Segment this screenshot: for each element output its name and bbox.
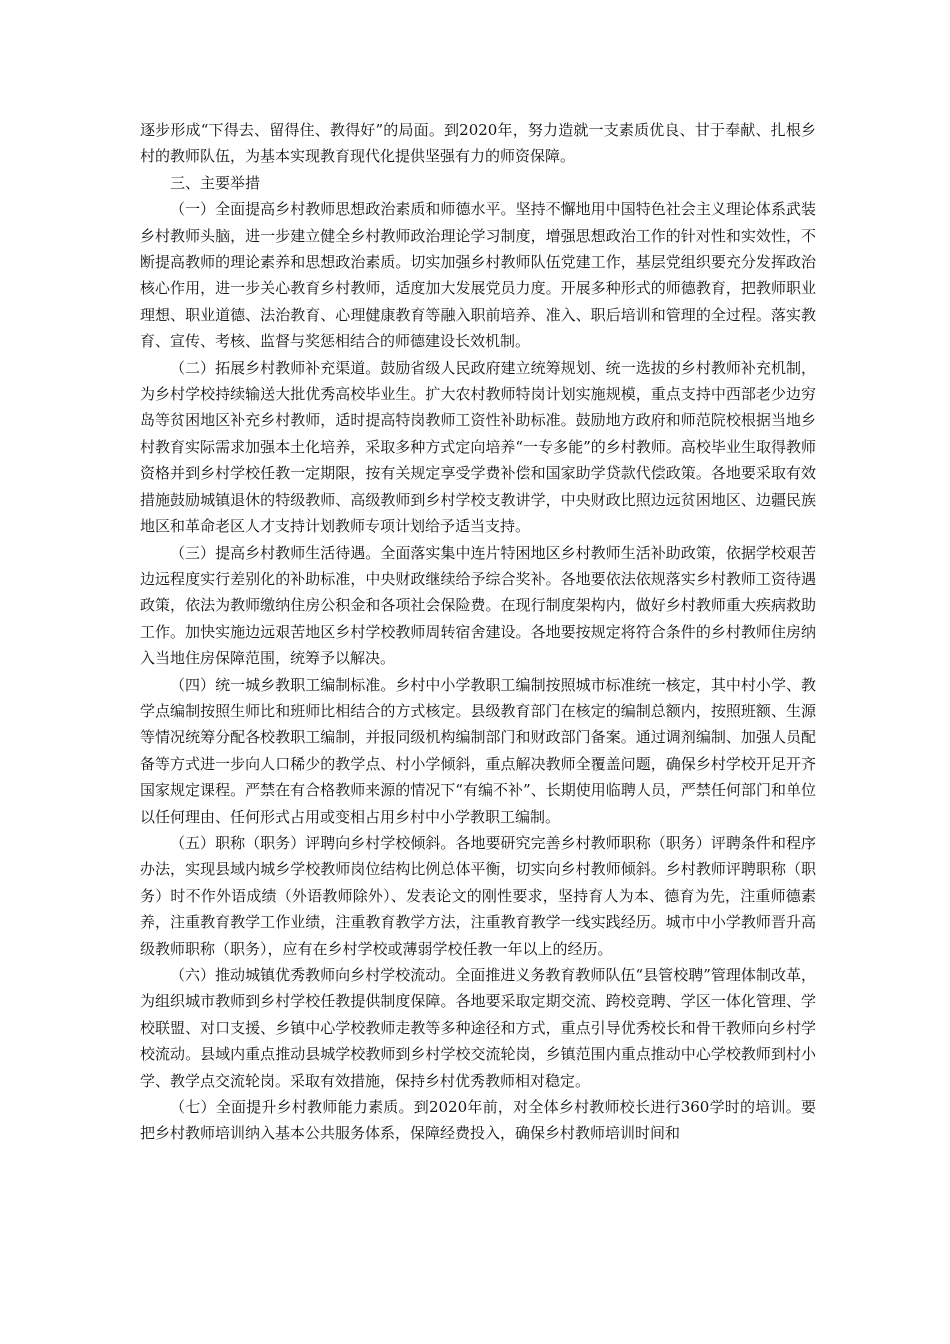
paragraph-1: （一）全面提高乡村教师思想政治素质和师德水平。坚持不懈地用中国特色社会主义理论体系武装乡村教师头脑，进一步建立健全乡村教师政治理论学习制度，增强思想政治工作的针对性和实效性，不断提高教师的理论素养和思想政治素质。切实加强乡村教师队伍党建工作，基层党组织要充分发挥政治核心作用，进一步关心教育乡村教师，适度加大发展党员力度。开展多种形式的师德教育，把教师职业理想、职业道德、法治教育、心理健康教育等融入职前培养、准入、职后培训和管理的全过程。落实教育、宣传、考核、监督与奖惩相结合的师德建设长效机制。 [140,200,816,351]
paragraph-3: （三）提高乡村教师生活待遇。全面落实集中连片特困地区乡村教师生活补助政策，依据学校艰苦边远程度实行差别化的补助标准，中央财政继续给予综合奖补。各地要依法依规落实乡村教师工资待遇政策，依法为教师缴纳住房公积金和各项社会保险费。在现行制度架构内，做好乡村教师重大疾病救助工作。加快实施边远艰苦地区乡村学校教师周转宿舍建设。各地要按规定将符合条件的乡村教师住房纳入当地住房保障范围，统筹予以解决。 [140,543,816,668]
document-page [140,117,816,1147]
paragraph-4: （四）统一城乡教职工编制标准。乡村中小学教职工编制按照城市标准统一核定，其中村小学、教学点编制按照生师比和班师比相结合的方式核定。县级教育部门在核定的编制总额内，按照班额、生源等情况统筹分配各校教职工编制，并报同级机构编制部门和财政部门备案。通过调剂编制、加强人员配备等方式进一步向人口稀少的教学点、村小学倾斜，重点解决教师全覆盖问题，确保乡村学校开足开齐国家规定课程。严禁在有合格教师来源的情况下“有编不补”、长期使用临聘人员，严禁任何部门和单位以任何理由、任何形式占用或变相占用乡村中小学教职工编制。 [140,675,816,826]
opening-paragraph: 逐步形成“下得去、留得住、教得好”的局面。到2020年，努力造就一支素质优良、甘于奉献、扎根乡村的教师队伍，为基本实现教育现代化提供坚强有力的师资保障。 [140,121,816,166]
section-heading: 三、主要举措 [170,173,261,192]
paragraph-5: （五）职称（职务）评聘向乡村学校倾斜。各地要研究完善乡村教师职称（职务）评聘条件和程序办法，实现县域内城乡学校教师岗位结构比例总体平衡，切实向乡村教师倾斜。乡村教师评聘职称（职务）时不作外语成绩（外语教师除外）、发表论文的刚性要求，坚持育人为本、德育为先，注重师德素养，注重教育教学工作业绩，注重教育教学方法，注重教育教学一线实践经历。城市中小学教师晋升高级教师职称（职务），应有在乡村学校或薄弱学校任教一年以上的经历。 [140,833,816,958]
paragraph-6: （六）推动城镇优秀教师向乡村学校流动。全面推进义务教育教师队伍“县管校聘”管理体制改革，为组织城市教师到乡村学校任教提供制度保障。各地要采取定期交流、跨校竞聘、学区一体化管理、学校联盟、对口支援、乡镇中心学校教师走教等多种途径和方式，重点引导优秀校长和骨干教师向乡村学校流动。县域内重点推动县城学校教师到乡村学校交流轮岗，乡镇范围内重点推动中心学校教师到村小学、教学点交流轮岗。采取有效措施，保持乡村优秀教师相对稳定。 [140,966,816,1090]
paragraph-7: （七）全面提升乡村教师能力素质。到2020年前，对全体乡村教师校长进行360学时的培训。要把乡村教师培训纳入基本公共服务体系，保障经费投入，确保乡村教师培训时间和 [140,1098,816,1143]
paragraph-2: （二）拓展乡村教师补充渠道。鼓励省级人民政府建立统筹规划、统一选拔的乡村教师补充机制，为乡村学校持续输送大批优秀高校毕业生。扩大农村教师特岗计划实施规模，重点支持中西部老少边穷岛等贫困地区补充乡村教师，适时提高特岗教师工资性补助标准。鼓励地方政府和师范院校根据当地乡村教育实际需求加强本土化培养，采取多种方式定向培养“一专多能”的乡村教师。高校毕业生取得教师资格并到乡村学校任教一定期限，按有关规定享受学费补偿和国家助学贷款代偿政策。各地要采取有效措施鼓励城镇退休的特级教师、高级教师到乡村学校支教讲学，中央财政比照边远贫困地区、边疆民族地区和革命老区人才支持计划教师专项计划给予适当支持。 [140,358,816,536]
